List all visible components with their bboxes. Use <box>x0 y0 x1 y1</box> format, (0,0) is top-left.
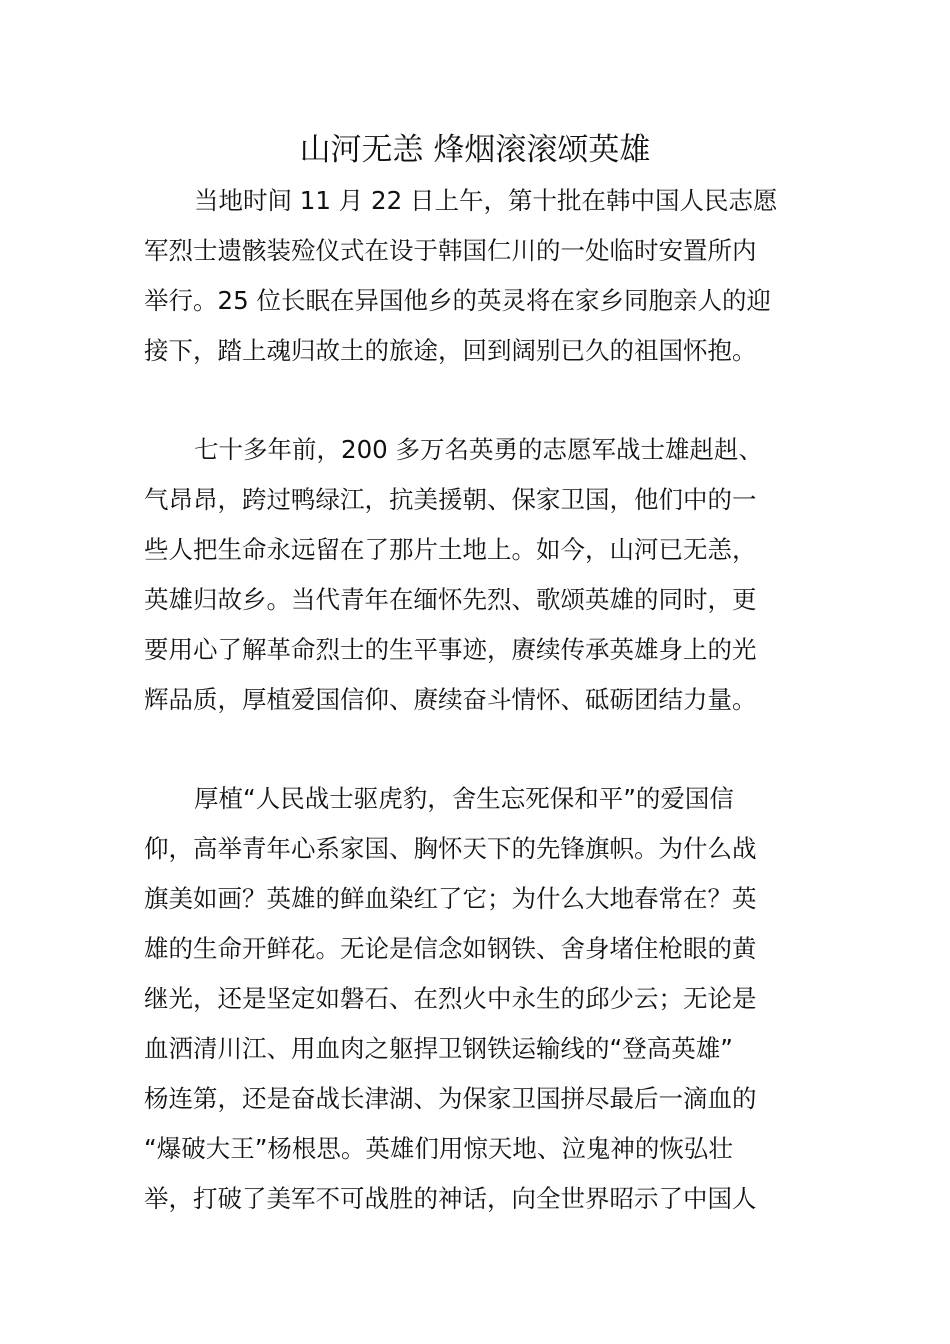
paragraph-line: 辉品质，厚植爱国信仰、赓续奋斗情怀、砥砺团结力量。 <box>144 685 757 714</box>
paragraph-line: 举，打破了美军不可战胜的神话，向全世界昭示了中国人 <box>144 1184 757 1213</box>
paragraph-line: 军烈士遗骸装殓仪式在设于韩国仁川的一处临时安置所内 <box>144 236 757 265</box>
paragraph-line: 举行。25 位长眠在异国他乡的英灵将在家乡同胞亲人的迎 <box>144 286 771 315</box>
paragraph-line: 厚植“人民战士驱虎豹，舍生忘死保和平”的爱国信 <box>194 784 734 813</box>
paragraph-3 <box>144 774 814 1224</box>
paragraph-line: 当地时间 11 月 22 日上午，第十批在韩中国人民志愿 <box>194 186 778 215</box>
paragraph-line: 接下，踏上魂归故土的旅途，回到阔别已久的祖国怀抱。 <box>144 336 757 365</box>
paragraph-line: 七十多年前，200 多万名英勇的志愿军战士雄赳赳、 <box>194 435 764 464</box>
paragraph-line: 旗美如画？英雄的鲜血染红了它；为什么大地春常在？英 <box>144 884 757 913</box>
document-title: 山河无恙 烽烟滚滚颂英雄 <box>299 132 651 168</box>
paragraph-line: 气昂昂，跨过鸭绿江，抗美援朝、保家卫国，他们中的一 <box>144 485 757 514</box>
paragraph-line: 要用心了解革命烈士的生平事迹，赓续传承英雄身上的光 <box>144 635 757 664</box>
paragraph-line: 英雄归故乡。当代青年在缅怀先烈、歌颂英雄的同时，更 <box>144 585 757 614</box>
paragraph-line: “爆破大王”杨根思。英雄们用惊天地、泣鬼神的恢弘壮 <box>144 1134 733 1163</box>
paragraph-2 <box>144 425 814 725</box>
paragraph-line: 些人把生命永远留在了那片土地上。如今，山河已无恙， <box>144 535 757 564</box>
paragraph-line: 雄的生命开鲜花。无论是信念如钢铁、舍身堵住枪眼的黄 <box>144 934 757 963</box>
paragraph-line: 杨连第，还是奋战长津湖、为保家卫国拼尽最后一滴血的 <box>144 1084 757 1113</box>
paragraph-line: 继光，还是坚定如磐石、在烈火中永生的邱少云；无论是 <box>144 984 757 1013</box>
paragraph-line: 血洒清川江、用血肉之躯捍卫钢铁运输线的“登高英雄” <box>144 1034 733 1063</box>
paragraph-1 <box>144 176 814 376</box>
paragraph-line: 仰，高举青年心系家国、胸怀天下的先锋旗帜。为什么战 <box>144 834 757 863</box>
